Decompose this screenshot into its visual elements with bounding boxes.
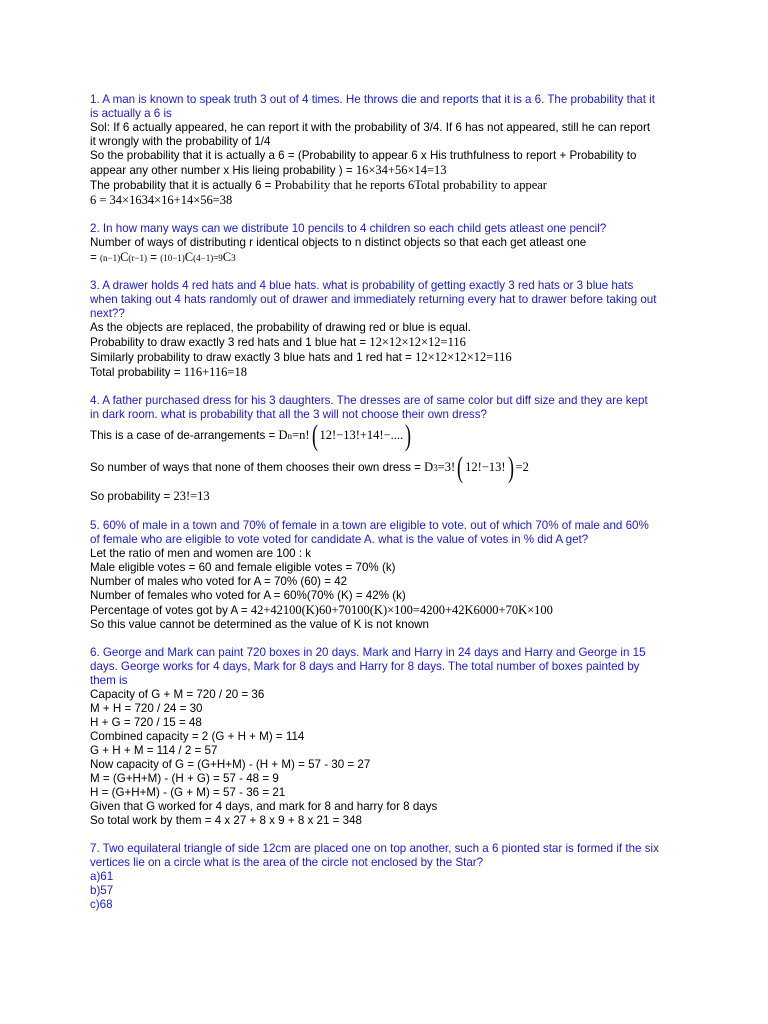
question-text: 1. A man is known to speak truth 3 out of 4 times. He throws die and reports that it is a 6. The probability that it [90, 93, 655, 106]
answer-text: So total work by them = 4 x 27 + 8 x 9 + 8 x 21 = 348 [90, 814, 362, 827]
math-expression: 12×12×12×12=116 [415, 350, 512, 364]
question-text: when taking out 4 hats randomly out of drawer and immediately returning every hat to drawer before taking out [90, 293, 657, 306]
spacer [90, 380, 690, 394]
option-b: b)57 [90, 884, 114, 897]
question-text: them is [90, 674, 128, 687]
question-3 [90, 279, 690, 380]
question-text: 7. Two equilateral triangle of side 12cm are placed one on top another, such a 6 pionted star is formed if the six [90, 842, 659, 855]
math-expression: Probability that he reports 6Total probability to appear [274, 178, 547, 192]
answer-text: H + G = 720 / 15 = 48 [90, 716, 202, 729]
answer-text: Let the ratio of men and women are 100 : k [90, 547, 312, 560]
answer-text: So probability = [90, 490, 174, 503]
answer-text: Sol: If 6 actually appeared, he can report it with the probability of 3/4. If 6 has not appeared, still he can report [90, 121, 651, 134]
answer-line [90, 178, 690, 193]
answer-line [90, 418, 690, 452]
math-expression: =3! [437, 460, 456, 474]
answer-line [90, 452, 690, 482]
math-expression: 12!−13! [465, 460, 506, 474]
question-text: in dark room. what is probability that all the 3 will not choose their own dress? [90, 408, 487, 421]
answer-line [90, 163, 690, 178]
math-expression: 23!=13 [173, 489, 210, 503]
answer-text: it wrongly with the probability of 1/4 [90, 135, 271, 148]
answer-line [90, 335, 690, 350]
answer-text: Combined capacity = 2 (G + H + M) = 114 [90, 730, 305, 743]
question-text: 3. A drawer holds 4 red hats and 4 blue hats. what is probability of getting exactly 3 red hats or 3 blue hats [90, 279, 634, 292]
question-6 [90, 646, 690, 828]
question-text: vertices lie on a circle what is the area of the circle not enclosed by the Star? [90, 856, 484, 869]
question-4 [90, 394, 690, 504]
answer-text: Number of females who voted for A = 60%(70% (K) = 42% (k) [90, 589, 406, 602]
math-expression: 16×34+56×14=13 [355, 163, 447, 177]
math-sub: (n−1) [100, 253, 121, 263]
question-2 [90, 222, 690, 265]
answer-text: This is a case of de-arrangements = [90, 429, 279, 442]
answer-line [90, 489, 690, 504]
math-sub: (10−1) [160, 253, 185, 263]
answer-text: H = (G+H+M) - (G + M) = 57 - 36 = 21 [90, 786, 286, 799]
answer-text: As the objects are replaced, the probability of drawing red or blue is equal. [90, 321, 471, 334]
paren-close: ) [507, 450, 514, 484]
math-expression: 12×12×12×12=116 [369, 335, 466, 349]
answer-text: So the probability that it is actually a 6 = (Probability to appear 6 x His truthfulness to report + Probability to [90, 149, 637, 162]
question-text: days. George works for 4 days, Mark for 8 days and Harry for 8 days. The total number of boxes painted by [90, 660, 640, 673]
math-sub: (r−1) [128, 253, 147, 263]
math-sub: n [287, 431, 293, 441]
math-sub: =9 [213, 253, 223, 263]
question-1 [90, 93, 690, 207]
answer-text: Now capacity of G = (G+H+M) - (H + M) = 57 - 30 = 27 [90, 758, 371, 771]
question-5 [90, 519, 690, 632]
question-text: 5. 60% of male in a town and 70% of female in a town are eligible to vote. out of which 70% of male and 60% [90, 519, 649, 532]
document [90, 93, 690, 912]
answer-text: Number of males who voted for A = 70% (60) = 42 [90, 575, 348, 588]
spacer [90, 265, 690, 279]
answer-text: Total probability = [90, 366, 184, 379]
option-a: a)61 [90, 870, 114, 883]
formula-eq: = [147, 251, 161, 264]
answer-line [90, 603, 690, 618]
question-7 [90, 842, 690, 912]
answer-text: Capacity of G + M = 720 / 20 = 36 [90, 688, 265, 701]
math-symbol: C [184, 250, 194, 264]
math-expression: 12!−13!+14!−.... [319, 428, 404, 442]
math-expression: 42+42100(K)60+70100(K)×100=4200+42K6000+70K×100 [250, 603, 553, 617]
math-expression: 6 = 34×1634×16+14×56=38 [90, 193, 233, 207]
question-text: 6. George and Mark can paint 720 boxes in 20 days. Mark and Harry in 24 days and Harry and George in 15 [90, 646, 646, 659]
answer-text: Similarly probability to draw exactly 3 blue hats and 1 red hat = [90, 351, 416, 364]
spacer [90, 828, 690, 842]
math-symbol: C [120, 250, 129, 264]
answer-text: appear any other number x His lieing probability ) = [90, 164, 356, 177]
question-text: of female who are eligible to vote voted for candidate A. what is the value of votes in % did A get? [90, 533, 589, 546]
answer-line [90, 365, 690, 380]
math-symbol: C [222, 250, 232, 264]
formula-line [90, 250, 690, 265]
answer-text: Percentage of votes got by A = [90, 604, 251, 617]
answer-text: So this value cannot be determined as the value of K is not known [90, 618, 430, 631]
option-c: c)68 [90, 898, 113, 911]
paren-open: ( [457, 450, 464, 484]
answer-text: Probability to draw exactly 3 red hats and 1 blue hat = [90, 336, 370, 349]
spacer [90, 504, 690, 519]
spacer [90, 632, 690, 646]
math-symbol: D [424, 460, 434, 474]
question-text: is actually a 6 is [90, 107, 172, 120]
math-expression: 116+116=18 [183, 365, 247, 379]
paren-open: ( [311, 418, 318, 452]
math-sub: (4−1) [193, 253, 214, 263]
spacer [90, 207, 690, 222]
answer-text: Male eligible votes = 60 and female eligible votes = 70% (k) [90, 561, 396, 574]
answer-text: Given that G worked for 4 days, and mark for 8 and harry for 8 days [90, 800, 438, 813]
math-expression: =2 [515, 460, 529, 474]
answer-text: So number of ways that none of them chooses their own dress = [90, 461, 425, 474]
answer-text: M + H = 720 / 24 = 30 [90, 702, 203, 715]
math-sub: 3 [433, 463, 438, 473]
question-text: 2. In how many ways can we distribute 10 pencils to 4 children so each child gets atleast one pencil? [90, 222, 607, 235]
answer-text: G + H + M = 114 / 2 = 57 [90, 744, 218, 757]
math-sub: 3 [231, 253, 236, 263]
answer-line [90, 350, 690, 365]
question-text: 4. A father purchased dress for his 3 daughters. The dresses are of same color but diff size and they are kept [90, 394, 648, 407]
formula-prefix: = [90, 251, 100, 264]
question-text: next?? [90, 307, 125, 320]
answer-text: M = (G+H+M) - (H + G) = 57 - 48 = 9 [90, 772, 279, 785]
math-symbol: D [278, 428, 288, 442]
answer-text: The probability that it is actually 6 = [90, 179, 275, 192]
answer-text: Number of ways of distributing r identical objects to n distinct objects so that each get atleast one [90, 236, 587, 249]
paren-close: ) [405, 418, 412, 452]
math-expression: =n! [292, 428, 310, 442]
